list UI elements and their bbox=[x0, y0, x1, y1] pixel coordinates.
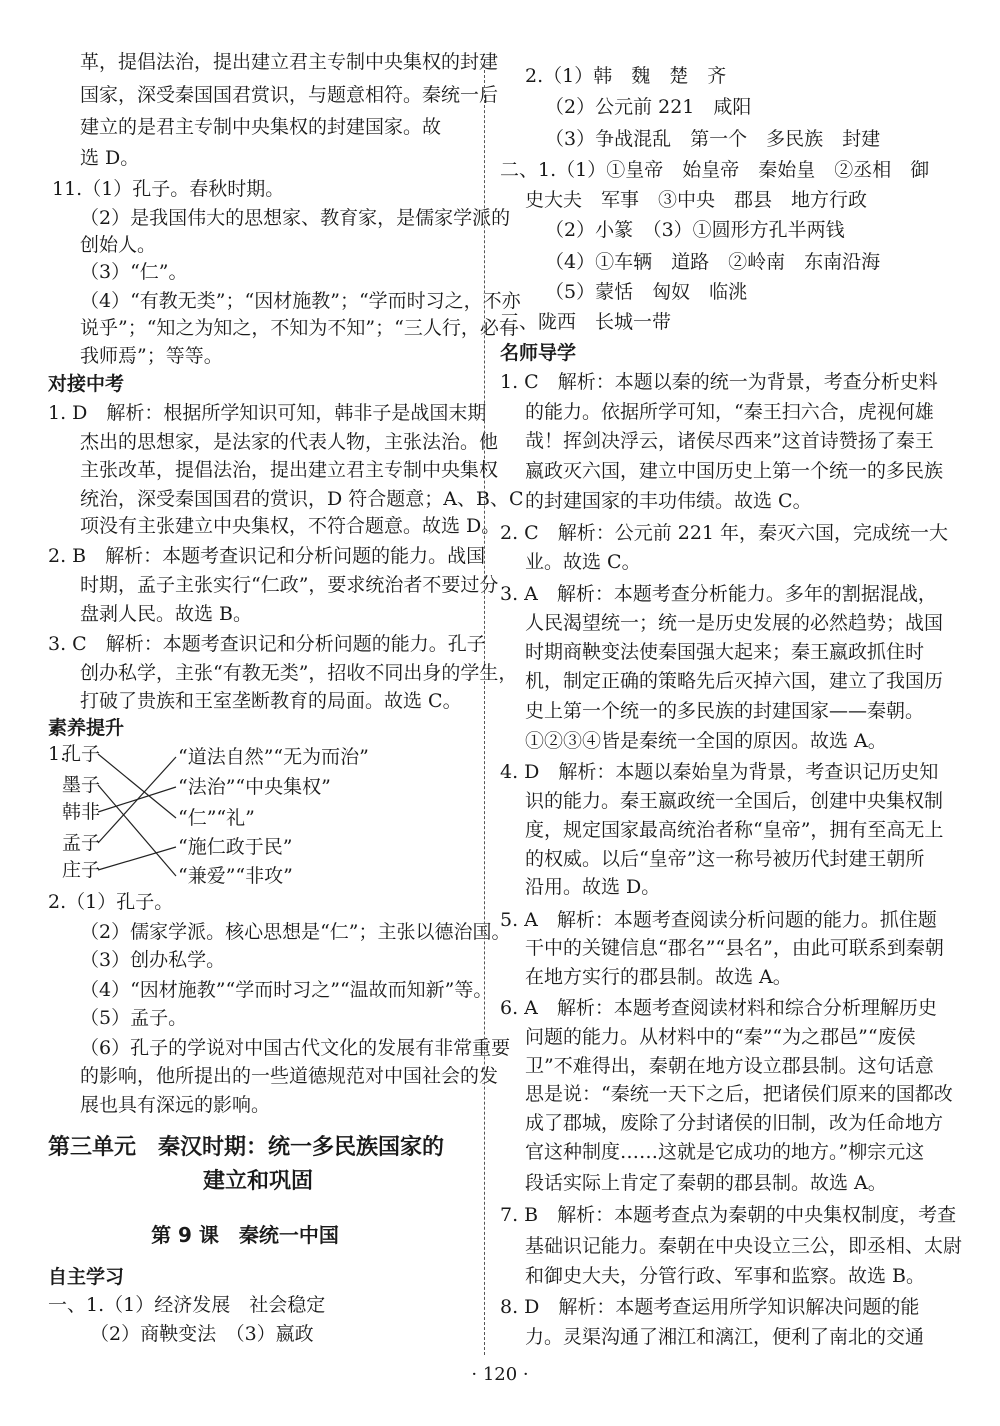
text-line: 力。灵渠沟通了湘江和漓江，便利了南北的交通 bbox=[525, 1326, 925, 1348]
text-line: 的封建国家的丰功伟绩。故选 C。 bbox=[525, 490, 812, 512]
text-line: 我师焉”；等等。 bbox=[80, 345, 223, 367]
text-line: 杰出的思想家，是法家的代表人物，主张法治。他 bbox=[80, 431, 499, 453]
text-line: 和御史大夫，分管行政、军事和监察。故选 B。 bbox=[525, 1265, 926, 1287]
text-line: 在地方实行的郡县制。故选 A。 bbox=[525, 966, 792, 988]
text-line: 11.（1）孔子。春秋时期。 bbox=[52, 178, 285, 200]
text-line: （5）蒙恬 匈奴 临洮 bbox=[545, 281, 748, 303]
text-line: 基础识记能力。秦朝在中央设立三公，即丞相、太尉 bbox=[525, 1235, 963, 1257]
text-line: 史大夫 军事 ③中央 郡县 地方行政 bbox=[525, 189, 868, 211]
section-heading: 名师导学 bbox=[500, 342, 577, 364]
text-line: 的影响，他所提出的一些道德规范对中国社会的发 bbox=[80, 1065, 499, 1087]
section-heading: 对接中考 bbox=[48, 373, 125, 395]
text-line: 官这种制度……这就是它成功的地方。”柳宗元这 bbox=[525, 1141, 925, 1163]
text-line: 一、1.（1）经济发展 社会稳定 bbox=[48, 1294, 326, 1316]
text-line: 人民渴望统一；统一是历史发展的必然趋势；战国 bbox=[525, 612, 944, 634]
matching-person: 庄子 bbox=[62, 859, 101, 881]
matching-person: 孔子 bbox=[62, 743, 101, 765]
page-number: · 120 · bbox=[471, 1364, 529, 1385]
text-line: （2）是我国伟大的思想家、教育家，是儒家学派的 bbox=[80, 207, 511, 229]
text-line: （5）孟子。 bbox=[80, 1007, 188, 1029]
match-line-zhuangzi bbox=[98, 847, 176, 870]
matching-idea: “施仁政于民” bbox=[178, 836, 293, 858]
text-line: 史上第一个统一的多民族的封建国家——秦朝。 bbox=[525, 700, 925, 722]
text-line: 沿用。故选 D。 bbox=[525, 876, 661, 898]
text-line: 4. D 解析：本题以秦始皇为背景，考查识记历史知 bbox=[500, 761, 939, 783]
matching-idea: “兼爱”“非攻” bbox=[178, 865, 293, 887]
text-line: 2. C 解析：公元前 221 年，秦灭六国，完成统一大 bbox=[500, 522, 949, 544]
text-line: ①②③④皆是秦统一全国的原因。故选 A。 bbox=[525, 730, 887, 752]
matching-idea: “仁”“礼” bbox=[178, 807, 255, 829]
matching-idea: “法治”“中央集权” bbox=[178, 776, 331, 798]
text-line: 项没有主张建立中央集权，不符合题意。故选 D。 bbox=[80, 515, 501, 537]
matching-person: 墨子 bbox=[62, 774, 101, 796]
text-line: 打破了贵族和王室垄断教育的局面。故选 C。 bbox=[80, 690, 462, 712]
text-line: 盘剥人民。故选 B。 bbox=[80, 603, 253, 625]
text-line: 选 D。 bbox=[80, 147, 140, 169]
text-line: 卫”不难得出，秦朝在地方设立郡县制。这句话意 bbox=[525, 1055, 934, 1077]
text-line: 5. A 解析：本题考查阅读分析问题的能力。抓住题 bbox=[500, 909, 937, 931]
text-line: 3. A 解析：本题考查分析能力。多年的割据混战， bbox=[500, 583, 937, 605]
text-line: 嬴政灭六国，建立中国历史上第一个统一的多民族 bbox=[525, 460, 944, 482]
text-line: （2）儒家学派。核心思想是“仁”；主张以德治国。 bbox=[80, 921, 511, 943]
unit-title: 第三单元 秦汉时期：统一多民族国家的 建立和巩固 bbox=[48, 1135, 445, 1194]
text-line: 识的能力。秦王嬴政统一全国后，创建中央集权制 bbox=[525, 790, 944, 812]
text-line: （2）商鞅变法 （3）嬴政 bbox=[90, 1323, 314, 1345]
section-heading: 素养提升 bbox=[48, 717, 125, 739]
text-line: （3）“仁”。 bbox=[80, 261, 188, 283]
text-line: 机，制定正确的策略先后灭掉六国，建立了我国历 bbox=[525, 670, 944, 692]
text-line: 说乎”；“知之为知之，不知为不知”；“三人行，必有 bbox=[80, 317, 518, 339]
matching-idea: “道法自然”“无为而治” bbox=[178, 746, 369, 768]
text-line: （2）小篆 （3）①圆形方孔半两钱 bbox=[545, 219, 845, 241]
text-line: 2.（1）韩 魏 楚 齐 bbox=[525, 65, 727, 87]
text-line: 干中的关键信息“郡名”“县名”，由此可联系到秦朝 bbox=[525, 937, 944, 959]
text-line: （3）创办私学。 bbox=[80, 949, 226, 971]
text-line: 成了郡城，废除了分封诸侯的旧制，改为任命地方 bbox=[525, 1112, 944, 1134]
text-line: 2. B 解析：本题考查识记和分析问题的能力。战国 bbox=[48, 545, 486, 567]
text-line: 业。故选 C。 bbox=[525, 551, 641, 573]
text-line: 2.（1）孔子。 bbox=[48, 891, 174, 913]
text-line: 段话实际上肯定了秦朝的郡县制。故选 A。 bbox=[525, 1172, 887, 1194]
text-line: 6. A 解析：本题考查阅读材料和综合分析理解历史 bbox=[500, 997, 937, 1019]
text-line: 时期商鞅变法使秦国强大起来；秦王嬴政抓住时 bbox=[525, 641, 925, 663]
text-line: 度，规定国家最高统治者称“皇帝”，拥有至高无上 bbox=[525, 819, 944, 841]
text-line: 二、1.（1）①皇帝 始皇帝 秦始皇 ②丞相 御 bbox=[500, 159, 930, 181]
text-line: 1. C 解析：本题以秦的统一为背景，考查分析史料 bbox=[500, 371, 938, 393]
text-line: 创始人。 bbox=[80, 234, 157, 256]
matching-person: 孟子 bbox=[62, 832, 101, 854]
matching-number: 1. bbox=[48, 743, 67, 765]
text-line: 三、陇西 长城一带 bbox=[500, 311, 672, 333]
text-line: 问题的能力。从材料中的“秦”“为之郡邑”“废侯 bbox=[525, 1026, 916, 1048]
text-line: 时期，孟子主张实行“仁政”，要求统治者不要过分 bbox=[80, 574, 499, 596]
matching-person: 韩非 bbox=[62, 801, 101, 823]
text-line: 的能力。依据所学可知，“秦王扫六合，虎视何雄 bbox=[525, 401, 934, 423]
text-line: （2）公元前 221 咸阳 bbox=[545, 96, 752, 118]
lesson-title: 第 9 课 秦统一中国 bbox=[151, 1223, 339, 1247]
text-line: 7. B 解析：本题考查点为秦朝的中央集权制度，考查 bbox=[500, 1204, 957, 1226]
text-line: （6）孔子的学说对中国古代文化的发展有非常重要 bbox=[80, 1037, 511, 1059]
text-line: 的权威。以后“皇帝”这一称号被历代封建王朝所 bbox=[525, 848, 925, 870]
self-study-heading: 自主学习 bbox=[48, 1266, 125, 1288]
text-line: 革，提倡法治，提出建立君主专制中央集权的封建 bbox=[80, 51, 499, 73]
text-line: 统治，深受秦国国君的赏识，D 符合题意；A、B、C bbox=[80, 488, 524, 510]
text-line: （4）①车辆 道路 ②岭南 东南沿海 bbox=[545, 251, 881, 273]
text-line: （4）“因材施教”“学而时习之”“温故而知新”等。 bbox=[80, 979, 493, 1001]
text-line: 展也具有深远的影响。 bbox=[80, 1094, 271, 1116]
text-line: 主张改革，提倡法治，提出建立君主专制中央集权 bbox=[80, 459, 499, 481]
text-line: 国家，深受秦国国君赏识，与题意相符。秦统一后 bbox=[80, 84, 499, 106]
text-line: （4）“有教无类”；“因材施教”；“学而时习之，不亦 bbox=[80, 290, 521, 312]
text-line: （3）争战混乱 第一个 多民族 封建 bbox=[545, 128, 881, 150]
text-line: 创办私学，主张“有教无类”，招收不同出身的学生， bbox=[80, 662, 518, 684]
matching-lines bbox=[0, 0, 490, 900]
text-line: 建立的是君主专制中央集权的封建国家。故 bbox=[80, 116, 442, 138]
text-line: 哉！挥剑决浮云，诸侯尽西来”这首诗赞扬了秦王 bbox=[525, 430, 934, 452]
text-line: 8. D 解析：本题考查运用所学知识解决问题的能 bbox=[500, 1296, 920, 1318]
text-line: 1. D 解析：根据所学知识可知，韩非子是战国末期 bbox=[48, 402, 487, 424]
text-line: 3. C 解析：本题考查识记和分析问题的能力。孔子 bbox=[48, 633, 486, 655]
text-line: 思是说：“秦统一天下之后，把诸侯们原来的国都改 bbox=[525, 1083, 953, 1105]
